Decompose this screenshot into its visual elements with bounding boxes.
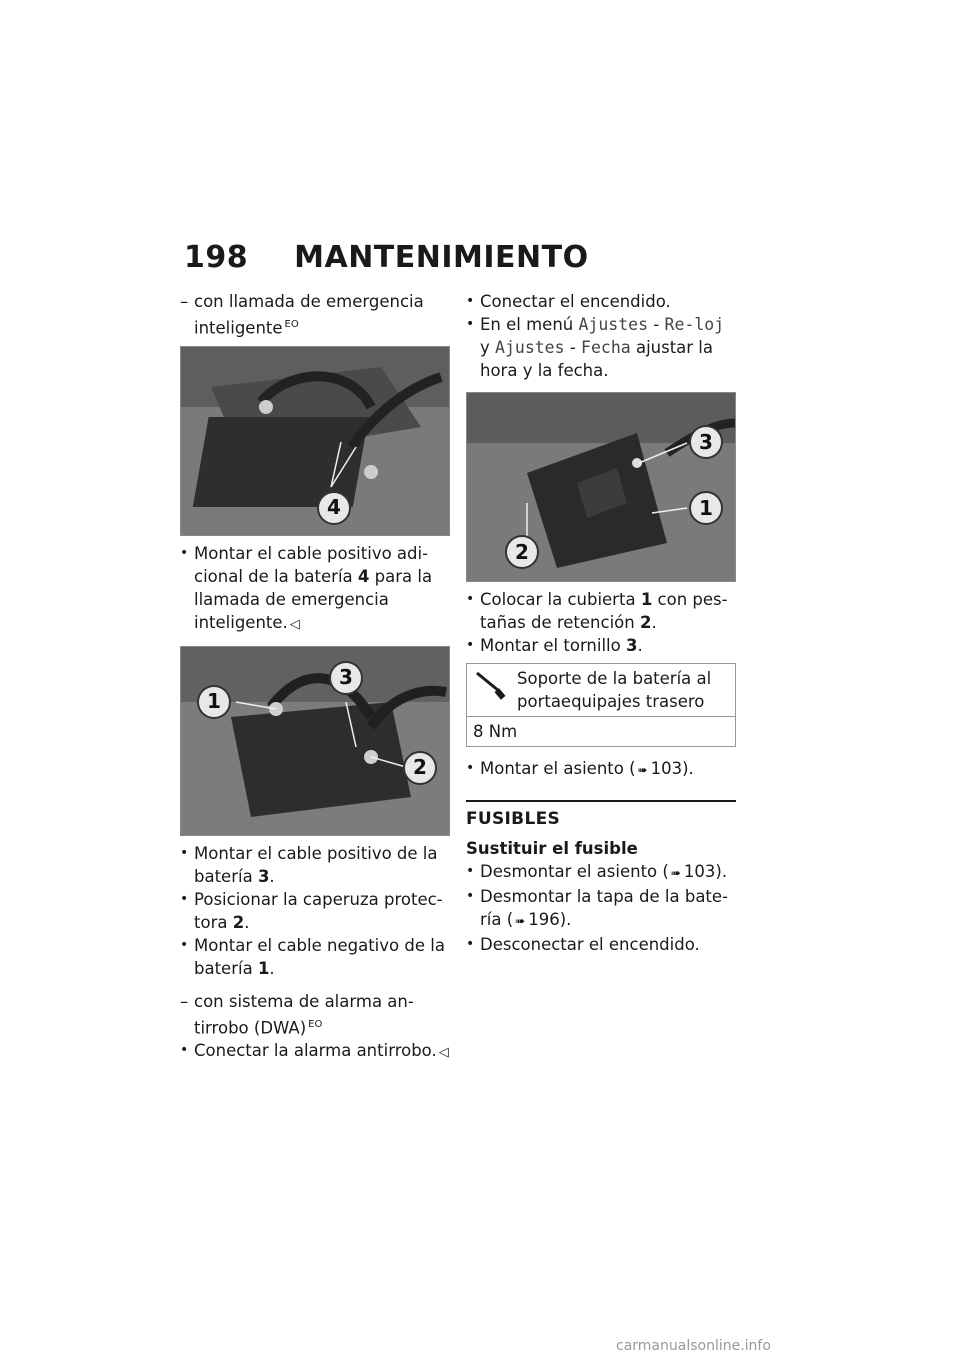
battery-photo-3 — [466, 392, 736, 582]
list-item: • Colocar la cubierta 1 con pes-tañas de retención 2. — [466, 590, 728, 632]
list-item: • En el menú Ajustes - Re-loj y Ajustes - Fecha ajustar la hora y la fecha. — [466, 315, 725, 380]
page-title: MANTENIMIENTO — [294, 240, 589, 275]
right-column — [466, 290, 738, 956]
subsection-heading: Sustituir el fusible — [466, 839, 638, 858]
page-header — [184, 240, 589, 275]
list-item: • Montar el cable positivo de la batería 3. — [180, 843, 438, 886]
list-item: • Conectar el encendido. — [466, 292, 671, 311]
page-ref-arrow-icon: ➠ — [637, 763, 648, 777]
menu-path: Ajustes — [578, 315, 649, 334]
callout-label: 1 — [197, 685, 231, 719]
list-item: • Montar el tornillo 3. — [466, 636, 643, 655]
list-item: • Desmontar la tapa de la bate-ría ( ➠ 196). — [466, 887, 729, 929]
list-item: • Montar el cable negativo de la batería 1. — [180, 935, 445, 978]
list-item: • Montar el cable positivo adi-cional de la batería 4 para la llamada de emergencia inteligente. ◁ — [180, 543, 433, 632]
section-heading: FUSIBLES — [466, 809, 561, 829]
menu-path: Ajustes — [495, 338, 565, 357]
torque-spec-table — [466, 663, 736, 747]
callout-label: 4 — [317, 491, 351, 525]
list-item: • Desconectar el encendido. — [466, 935, 700, 954]
spec-label: Soporte de la batería al portaequipajes trasero — [517, 669, 712, 711]
battery-photo-1 — [180, 346, 450, 536]
end-marker-icon: ◁ — [289, 616, 300, 632]
condition-item: – con sistema de alarma an-tirrobo (DWA) $^{EO}$ — [180, 991, 414, 1037]
list-item: • Desmontar el asiento ( ➠ 103). — [466, 862, 728, 881]
page-ref-arrow-icon: ➠ — [670, 866, 681, 880]
page-ref-arrow-icon: ➠ — [515, 914, 526, 928]
wrench-icon — [473, 667, 507, 701]
page-number: 198 — [184, 240, 249, 275]
list-item: • Montar el asiento ( ➠ 103). — [466, 759, 694, 778]
end-marker-icon: ◁ — [438, 1045, 449, 1060]
condition-item: – con llamada de emergencia inteligente $^{EO}$ — [180, 292, 424, 338]
callout-label: 2 — [403, 751, 437, 785]
callout-label: 3 — [329, 661, 363, 695]
battery-photo-2 — [180, 646, 450, 836]
callout-label: 1 — [689, 491, 723, 525]
menu-path: Fecha — [581, 338, 631, 357]
menu-path: Re-loj — [664, 315, 725, 334]
callout-label: 3 — [689, 425, 723, 459]
callout-label: 2 — [505, 535, 539, 569]
left-column — [180, 290, 452, 1064]
list-item: • Posicionar la caperuza protec-tora 2. — [180, 889, 443, 932]
list-item: • Conectar la alarma antirrobo. ◁ — [180, 1041, 449, 1060]
watermark: carmanualsonline.info — [616, 1338, 771, 1354]
spec-value: 8 Nm — [467, 717, 736, 747]
section-divider — [466, 800, 736, 802]
